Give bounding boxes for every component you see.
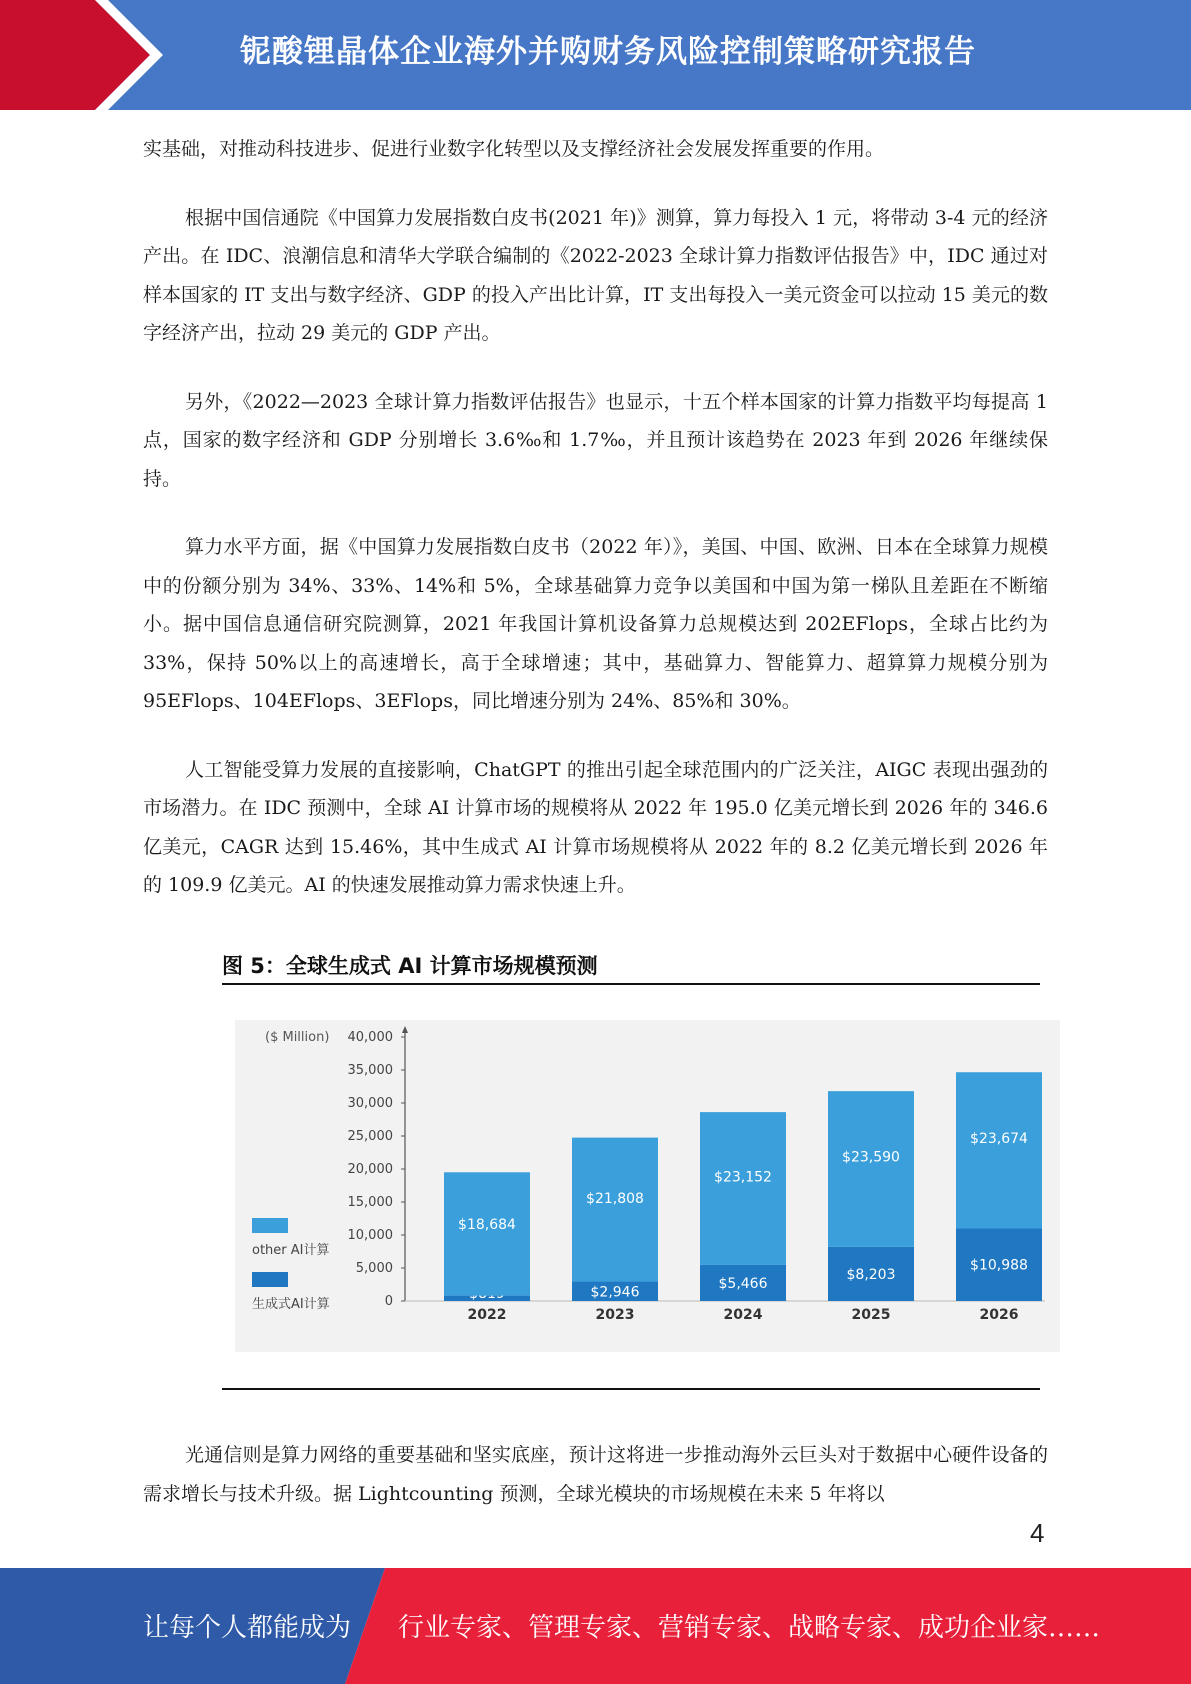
legend-item-genai	[252, 1272, 330, 1312]
x-tick-label: 2025	[851, 1307, 891, 1323]
x-tick-label: 2026	[979, 1307, 1019, 1323]
x-tick-label: 2022	[467, 1307, 507, 1323]
figure-title: 图 5：全球生成式 AI 计算市场规模预测	[222, 954, 598, 978]
bar-other	[828, 1091, 914, 1247]
y-axis-arrow	[402, 1026, 408, 1033]
footer-slogan-left: 让每个人都能成为	[143, 1613, 352, 1643]
chart-unit-label: ($ Million)	[265, 1030, 330, 1045]
x-tick-label: 2023	[595, 1307, 635, 1323]
paragraph: 算力水平方面，据《中国算力发展指数白皮书（2022 年）》，美国、中国、欧洲、日本在全球算力规模中的份额分别为 34%、33%、14%和 5%，全球基础算力竞争以美国和中国为第一梯队且差距在不断缩小。据中国信息通信研究院测算，2021 年我国计算机设备算力总规模达到 202EFlops，全球占比约为 33%，保持 50%以上的高速增长，高于全球增速；其中，基础算力、智能算力、超算算力规模分别为 95EFlops、104EFlops、3EFlops，同比增速分别为 24%、85%和 30%。	[143, 536, 1048, 712]
paragraph: 光通信则是算力网络的重要基础和坚实底座，预计这将进一步推动海外云巨头对于数据中心硬件设备的需求增长与技术升级。据 Lightcounting 预测，全球光模块的市场规模在未来 5 年将以	[143, 1444, 1048, 1505]
page-footer	[0, 1568, 1191, 1684]
y-tick-label: 15,000	[347, 1195, 393, 1210]
body-text	[143, 130, 1048, 935]
header-red-arrow	[0, 0, 150, 110]
paragraph: 实基础，对推动科技进步、促进行业数字化转型以及支撑经济社会发展发挥重要的作用。	[143, 138, 885, 160]
legend-label: 生成式AI计算	[252, 1297, 330, 1312]
y-tick-label: 40,000	[347, 1030, 393, 1045]
data-label: $23,590	[842, 1149, 900, 1166]
data-label: $23,152	[714, 1169, 772, 1186]
bar-other	[700, 1112, 786, 1265]
y-tick-label: 5,000	[355, 1261, 393, 1276]
legend-label: other AI计算	[252, 1243, 330, 1258]
data-label: $23,674	[970, 1130, 1028, 1147]
data-label: $2,946	[590, 1284, 640, 1301]
stacked-bar-chart	[235, 1020, 1060, 1352]
page-header	[0, 0, 1191, 110]
figure-top-rule	[222, 983, 1040, 985]
body-text-continued	[143, 1436, 1048, 1543]
y-tick-label: 10,000	[347, 1228, 393, 1243]
figure-bottom-rule	[222, 1388, 1040, 1390]
legend-swatch	[252, 1218, 288, 1233]
bar-other	[956, 1072, 1042, 1228]
report-title: 铌酸锂晶体企业海外并购财务风险控制策略研究报告	[240, 34, 976, 70]
legend-swatch	[252, 1272, 288, 1287]
paragraph: 人工智能受算力发展的直接影响，ChatGPT 的推出引起全球范围内的广泛关注，AIGC 表现出强劲的市场潜力。在 IDC 预测中，全球 AI 计算市场的规模将从 2022 年 195.0 亿美元增长到 2026 年的 346.6 亿美元，CAGR 达到 15.46%，其中生成式 AI 计算市场规模将从 2022 年的 8.2 亿美元增长到 2026 年的 109.9 亿美元。AI 的快速发展推动算力需求快速上升。	[143, 758, 1048, 896]
x-tick-label: 2024	[723, 1307, 763, 1323]
paragraph: 根据中国信通院《中国算力发展指数白皮书(2021 年)》测算，算力每投入 1 元，将带动 3-4 元的经济产出。在 IDC、浪潮信息和清华大学联合编制的《2022-2023 全球计算力指数评估报告》中，IDC 通过对样本国家的 IT 支出与数字经济、GDP 的投入产出比计算，IT 支出每投入一美元资金可以拉动 15 美元的数字经济产出，拉动 29 美元的 GDP 产出。	[143, 206, 1048, 344]
bar-other	[444, 1172, 530, 1295]
page-number: 4	[1030, 1518, 1045, 1548]
y-tick-label: 20,000	[347, 1162, 393, 1177]
data-label: $21,808	[586, 1191, 644, 1208]
y-tick-label: 25,000	[347, 1129, 393, 1144]
footer-slogan-right: 行业专家、管理专家、营销专家、战略专家、成功企业家……	[398, 1613, 1101, 1643]
data-label: $5,466	[718, 1275, 768, 1292]
data-label: $8,203	[846, 1266, 896, 1283]
y-tick-label: 35,000	[347, 1063, 393, 1078]
legend-item-other	[252, 1218, 330, 1258]
paragraph: 另外，《2022—2023 全球计算力指数评估报告》也显示，十五个样本国家的计算力指数平均每提高 1 点，国家的数字经济和 GDP 分别增长 3.6‰和 1.7‰，并且预计该趋势在 2023 年到 2026 年继续保持。	[143, 390, 1048, 490]
y-tick-label: 0	[384, 1294, 393, 1309]
data-label: $10,988	[970, 1257, 1028, 1274]
y-tick-label: 30,000	[347, 1096, 393, 1111]
bar-other	[572, 1138, 658, 1282]
data-label: $18,684	[458, 1217, 516, 1234]
chart-area	[235, 1020, 1060, 1352]
